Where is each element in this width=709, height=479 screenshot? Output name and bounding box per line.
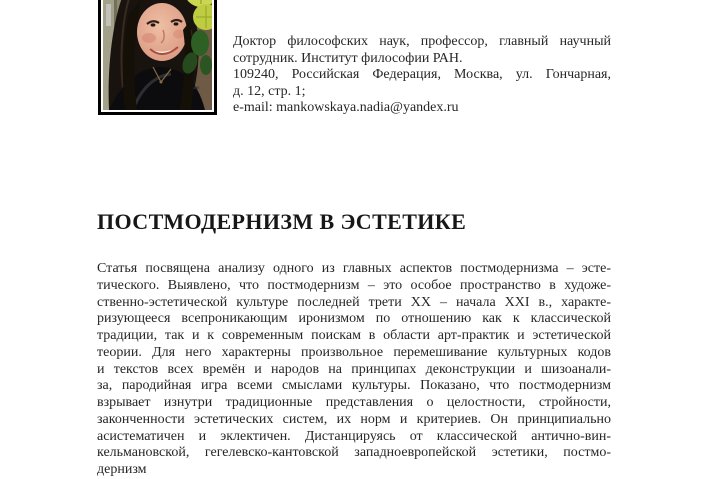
author-photo-frame: [98, 0, 217, 115]
author-address-line: д. 12, стр. 1;: [233, 83, 306, 99]
author-info-line: Доктор философских наук, профессор, главный научный: [233, 34, 611, 49]
article-title: ПОСТМОДЕРНИЗМ В ЭСТЕТИКЕ: [97, 209, 467, 234]
abstract-line: асистематичен и эклектичен. Дистанцируясь от классической антично-вин-: [97, 428, 611, 444]
abstract-line: законченности эстетических систем, их норм и критериев. Он принципиально: [97, 411, 611, 427]
abstract-line: за, пародийная игра всеми смыслами культуры. Показано, что постмодернизм: [97, 378, 611, 394]
abstract-line: ризующееся всепроникающим иронизмом по отношению как к классической: [97, 311, 611, 327]
abstract-line-clipped: дернизм: [97, 462, 147, 477]
abstract-line: Статья посвящена анализу одного из главных аспектов постмодернизма – эсте-: [97, 261, 611, 276]
abstract: [97, 261, 611, 479]
abstract-line: тического. Выявлено, что постмодернизм – это особое пространство в художе-: [97, 277, 611, 293]
author-email: e-mail: mankowskaya.nadia@yandex.ru: [233, 100, 459, 116]
abstract-line: кельмановской, гегелевско-кантовской западноевропейской эстетики, постмо-: [97, 445, 611, 461]
abstract-line: и текстов всех времён и народов на принципах деконструкции и шизоанали-: [97, 361, 611, 377]
abstract-line: взрывает изнутри традиционные представления о целостности, стройности,: [97, 395, 611, 410]
abstract-line: ственно-эстетической культуре последней трети XX – начала XXI в., характе-: [97, 294, 611, 310]
author-photo: [103, 0, 212, 110]
abstract-line: теории. Для него характерны произвольное перемешивание культурных кодов: [97, 344, 611, 360]
author-address-line: 109240, Российская Федерация, Москва, ул. Гончарная,: [233, 67, 611, 83]
abstract-line: традиции, так и к современным поискам в области арт-практик и эстетической: [97, 328, 611, 343]
author-info: [233, 34, 611, 117]
author-info-line: сотрудник. Институт философии РАН.: [233, 50, 463, 66]
